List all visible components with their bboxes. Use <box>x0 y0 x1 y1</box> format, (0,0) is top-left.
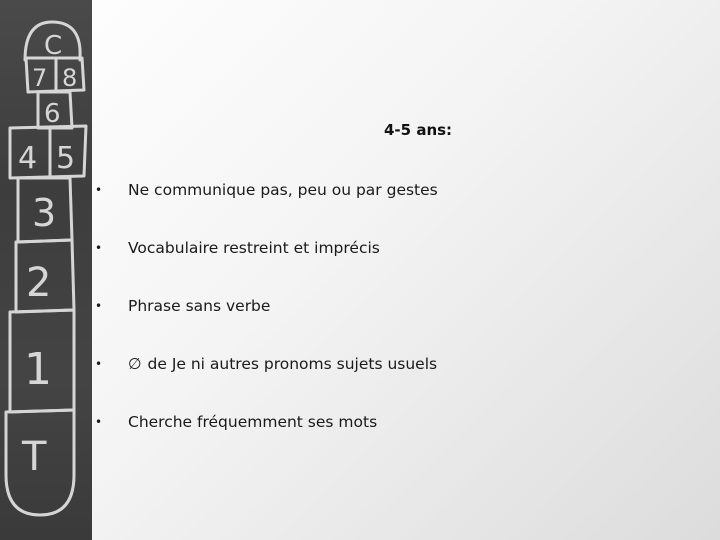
slide-title-text: 4-5 ans: <box>384 121 453 139</box>
list-item <box>95 230 695 266</box>
list-item <box>95 172 695 208</box>
hop-label-4: 4 <box>18 141 38 176</box>
bullet-icon: • <box>95 415 103 429</box>
hop-label-5: 5 <box>56 141 76 176</box>
hop-label-top: C <box>44 31 63 61</box>
hop-label-1: 1 <box>24 344 52 395</box>
bullet-text-with-symbol <box>128 346 437 382</box>
bullet-icon: • <box>95 183 103 197</box>
bullet-text: Cherche fréquemment ses mots <box>128 413 378 431</box>
list-item <box>95 288 695 324</box>
hop-label-7: 7 <box>32 64 48 92</box>
bullet-text: Phrase sans verbe <box>128 297 271 315</box>
bullet-text: Vocabulaire restreint et imprécis <box>128 239 380 257</box>
bullet-text: de Je ni autres pronoms sujets usuels <box>147 355 438 373</box>
list-item <box>95 346 695 382</box>
hop-label-2: 2 <box>26 260 52 306</box>
hopscotch-image <box>0 0 92 540</box>
hopscotch-drawing <box>0 0 92 540</box>
bullet-icon: • <box>95 357 103 371</box>
empty-set-icon: ∅ <box>128 355 142 373</box>
bullet-icon: • <box>95 241 103 255</box>
hop-label-3: 3 <box>32 191 57 235</box>
slide-title <box>384 121 452 139</box>
hop-label-6: 6 <box>44 99 61 129</box>
list-item <box>95 404 695 440</box>
hop-label-bottom: T <box>22 434 47 480</box>
bullet-icon: • <box>95 299 103 313</box>
hop-label-8: 8 <box>62 64 78 92</box>
bullet-text: Ne communique pas, peu ou par gestes <box>128 181 438 199</box>
